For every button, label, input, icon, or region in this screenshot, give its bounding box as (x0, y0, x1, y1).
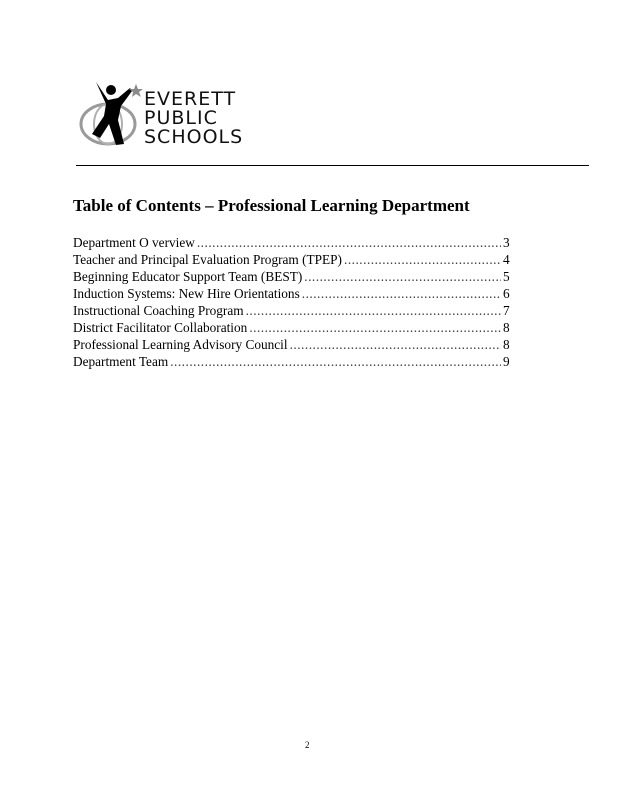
logo-line-public: PUBLIC (144, 107, 218, 129)
table-of-contents (73, 234, 543, 370)
logo-line-schools: SCHOOLS (144, 126, 244, 148)
toc-entry[interactable] (73, 251, 543, 268)
toc-entry-label: Teacher and Principal Evaluation Program (TPEP) (73, 252, 342, 267)
toc-leader-dots (197, 234, 501, 251)
toc-leader-dots (344, 251, 501, 268)
toc-entry-label: Induction Systems: New Hire Orientations (73, 286, 300, 301)
toc-entry-label: Department O verview (73, 235, 195, 250)
toc-leader-dots (246, 302, 501, 319)
toc-entry-page: 3 (503, 235, 510, 250)
logo-line-everett: EVERETT (144, 88, 237, 110)
toc-entry-label: District Facilitator Collaboration (73, 320, 248, 335)
toc-entry-label: Department Team (73, 354, 169, 369)
toc-leader-dots (302, 285, 501, 302)
toc-entry[interactable] (73, 336, 543, 353)
toc-leader-dots (249, 319, 501, 336)
toc-entry[interactable] (73, 234, 543, 251)
toc-entry-page: 9 (503, 354, 510, 369)
toc-entry-label: Instructional Coaching Program (73, 303, 244, 318)
toc-entry[interactable] (73, 302, 543, 319)
toc-entry-page: 7 (503, 303, 510, 318)
figure-with-star-logo-icon (78, 80, 144, 152)
toc-leader-dots (304, 268, 501, 285)
toc-leader-dots (290, 336, 501, 353)
toc-entry[interactable] (73, 353, 543, 370)
toc-entry[interactable] (73, 268, 543, 285)
toc-leader-dots (170, 353, 501, 370)
document-title: Table of Contents – Professional Learning Department (73, 196, 470, 215)
toc-entry-label: Professional Learning Advisory Council (73, 337, 288, 352)
everett-public-schools-logo (78, 80, 258, 152)
toc-entry-page: 6 (503, 286, 510, 301)
toc-entry[interactable] (73, 285, 543, 302)
toc-entry-page: 4 (503, 252, 510, 267)
header-divider (76, 165, 589, 166)
toc-entry[interactable] (73, 319, 543, 336)
logo-wordmark (144, 90, 243, 147)
page-number: 2 (305, 740, 310, 750)
toc-entry-page: 8 (503, 320, 510, 335)
toc-entry-label: Beginning Educator Support Team (BEST) (73, 269, 303, 284)
toc-entry-page: 8 (503, 337, 510, 352)
toc-entry-page: 5 (503, 269, 510, 284)
